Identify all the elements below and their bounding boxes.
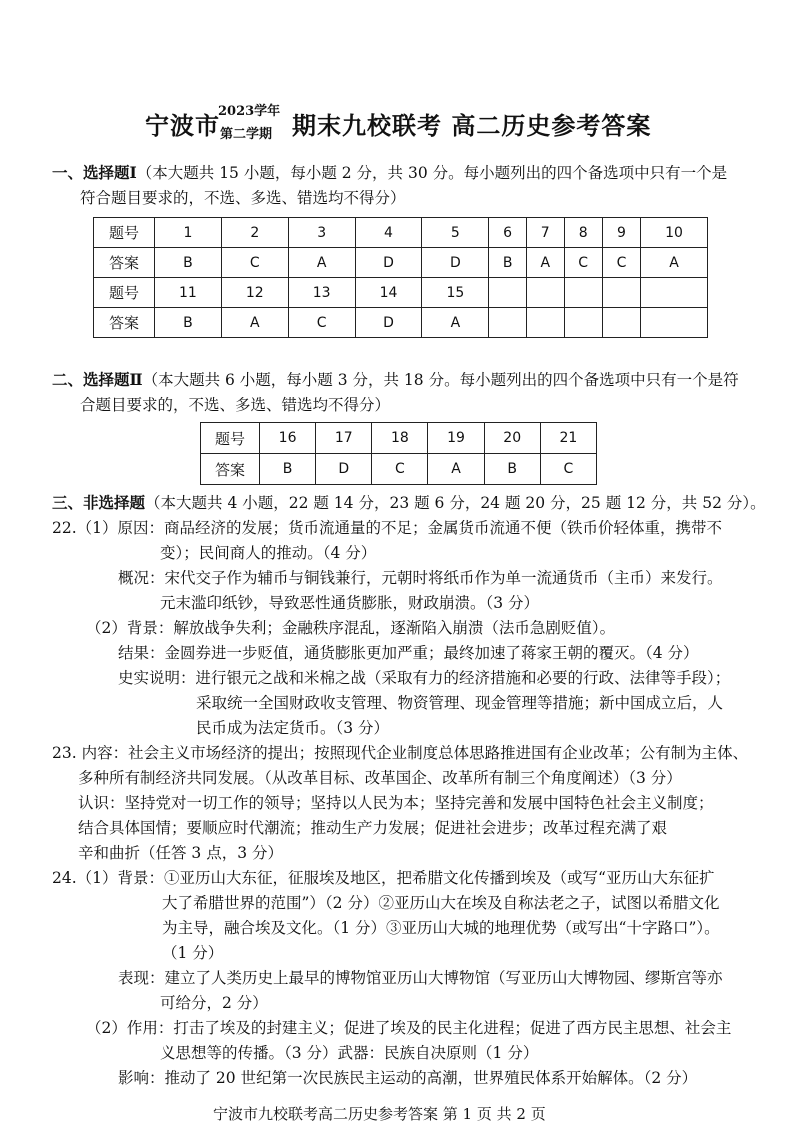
section2-desc-line2: 合题目要求的，不选、多选、错选均不得分）	[80, 396, 391, 414]
table-cell: 7	[526, 218, 564, 248]
table-cell: 11	[155, 278, 222, 308]
table-cell: A	[526, 248, 564, 278]
table-row	[94, 278, 708, 308]
table-cell: A	[288, 248, 355, 278]
table-cell	[641, 308, 708, 338]
q22-line: （2）背景：解放战争失利；金融秩序混乱，逐渐陷入崩溃（法币急剧贬值）。	[86, 619, 616, 637]
table-cell: C	[372, 454, 428, 485]
table-cell: 15	[422, 278, 489, 308]
table-cell	[564, 308, 602, 338]
table-cell: 14	[355, 278, 422, 308]
q24-line: 大了希腊世界的范围”）（2 分）②亚历山大在埃及自称法老之子，试图以希腊文化	[162, 894, 720, 912]
table-cell: 10	[641, 218, 708, 248]
table-cell	[602, 308, 640, 338]
page-footer: 宁波市九校联考高二历史参考答案 第 1 页 共 2 页	[213, 1105, 546, 1123]
q22-line: 变）；民间商人的推动。（4 分）	[160, 544, 377, 562]
q23-line: 认识：坚持党对一切工作的领导；坚持以人民为本；坚持完善和发展中国特色社会主义制度；	[78, 794, 714, 812]
table-cell: C	[288, 308, 355, 338]
row-label: 答案	[94, 308, 155, 338]
section1-answer-table	[93, 217, 708, 338]
q24-line: （2）作用：打击了埃及的封建主义；促进了埃及的民主化进程；促进了西方民主思想、社会主	[86, 1019, 732, 1037]
table-row	[94, 218, 708, 248]
table-cell: 5	[422, 218, 489, 248]
table-cell: A	[428, 454, 484, 485]
q24-line: 24.（1）背景：①亚历山大东征，征服埃及地区，把希腊文化传播到埃及（或写“亚历山大东征扩	[52, 869, 715, 887]
row-label: 题号	[201, 423, 260, 454]
section3-desc: （本大题共 4 小题，22 题 14 分，23 题 6 分，24 题 20 分，25 题 12 分，共 52 分）。	[145, 494, 766, 512]
q22-line: 史实说明：进行银元之战和米棉之战（采取有力的经济措施和必要的行政、法律等手段）；	[118, 669, 731, 687]
table-cell	[526, 278, 564, 308]
table-row	[201, 423, 597, 454]
table-cell: 13	[288, 278, 355, 308]
table-cell: 16	[260, 423, 316, 454]
table-cell	[526, 308, 564, 338]
table-cell: 3	[288, 218, 355, 248]
section1-intro	[52, 165, 727, 182]
q24-line: 为主导，融合埃及文化。（1 分）③亚历山大城的地理优势（或写出“十字路口”）。	[162, 919, 720, 937]
table-cell: 9	[602, 218, 640, 248]
row-label: 题号	[94, 218, 155, 248]
table-cell: 19	[428, 423, 484, 454]
q22-line: 22.（1）原因：商品经济的发展；货币流通量的不足；金属货币流通不便（铁币价轻体重，携带不	[52, 519, 723, 537]
table-cell: 2	[221, 218, 288, 248]
table-cell	[641, 278, 708, 308]
q24-line: 影响：推动了 20 世纪第一次民族民主运动的高潮，世界殖民体系开始解体。（2 分）	[118, 1069, 698, 1087]
row-label: 答案	[201, 454, 260, 485]
q24-line: 义思想等的传播。（3 分）武器：民族自决原则（1 分）	[160, 1044, 539, 1062]
q23-line: 多种所有制经济共同发展。（从改革目标、改革国企、改革所有制三个角度阐述）（3 分）	[78, 769, 682, 787]
table-cell: A	[641, 248, 708, 278]
table-cell	[602, 278, 640, 308]
q24-line: 可给分，2 分）	[160, 994, 268, 1012]
section2-desc-line1: （本大题共 6 小题，每小题 3 分，共 18 分。每小题列出的四个备选项中只有一个是符	[142, 371, 739, 389]
table-cell: 12	[221, 278, 288, 308]
title-school-year: 2023学年	[218, 104, 281, 119]
section3-heading: 三、非选择题	[52, 493, 146, 512]
q24-line: 表现：建立了人类历史上最早的博物馆亚历山大博物馆（写亚历山大博物园、缪斯宫等亦	[118, 969, 723, 987]
row-label: 答案	[94, 248, 155, 278]
title-city: 宁波市	[145, 111, 220, 140]
table-cell: 8	[564, 218, 602, 248]
section3-intro	[52, 495, 766, 512]
table-cell	[564, 278, 602, 308]
q22-line: 概况：宋代交子作为辅币与铜钱兼行，元朝时将纸币作为单一流通货币（主币）来发行。	[118, 569, 723, 587]
q22-line: 结果：金圆券进一步贬值，通货膨胀更加严重；最终加速了蒋家王朝的覆灭。（4 分）	[118, 644, 699, 662]
table-cell: 20	[484, 423, 540, 454]
page-title: 期末九校联考 高二历史参考答案	[292, 111, 652, 140]
table-cell: D	[355, 248, 422, 278]
table-cell: C	[221, 248, 288, 278]
table-cell: B	[484, 454, 540, 485]
section1-desc-line1: （本大题共 15 小题，每小题 2 分，共 30 分。每小题列出的四个备选项中只有一个是	[136, 164, 728, 182]
table-row	[94, 248, 708, 278]
q23-line: 结合具体国情；要顺应时代潮流；推动生产力发展；促进社会进步；改革过程充满了艰	[78, 819, 668, 837]
table-cell: B	[155, 248, 222, 278]
table-cell: 1	[155, 218, 222, 248]
section1-desc-line2: 符合题目要求的，不选、多选、错选均不得分）	[80, 189, 406, 207]
table-cell: 6	[489, 218, 527, 248]
table-cell: D	[355, 308, 422, 338]
table-cell: D	[316, 454, 372, 485]
section2-intro	[52, 372, 739, 389]
table-cell: 4	[355, 218, 422, 248]
q22-line: 元末滥印纸钞，导致恶性通货膨胀，财政崩溃。（3 分）	[160, 594, 540, 612]
table-cell: B	[260, 454, 316, 485]
table-row	[201, 454, 597, 485]
q23-line: 23. 内容：社会主义市场经济的提出；按照现代企业制度总体思路推进国有企业改革；公有制为主体、	[52, 744, 749, 762]
q24-line: （1 分）	[162, 944, 224, 962]
table-cell: D	[422, 248, 489, 278]
table-cell: 18	[372, 423, 428, 454]
table-cell: C	[540, 454, 596, 485]
section2-answer-table	[200, 422, 597, 485]
q22-line: 民币成为法定货币。（3 分）	[196, 719, 390, 737]
table-cell: 21	[540, 423, 596, 454]
row-label: 题号	[94, 278, 155, 308]
table-cell: B	[155, 308, 222, 338]
title-term: 第二学期	[220, 127, 273, 142]
table-cell: B	[489, 248, 527, 278]
section2-heading: 二、选择题Ⅱ	[52, 370, 143, 389]
q22-line: 采取统一全国财政收支管理、物资管理、现金管理等措施；新中国成立后，人	[196, 694, 724, 712]
table-cell: 17	[316, 423, 372, 454]
section1-heading: 一、选择题Ⅰ	[52, 163, 137, 182]
table-cell: C	[602, 248, 640, 278]
table-cell	[489, 308, 527, 338]
table-cell	[489, 278, 527, 308]
q23-line: 辛和曲折（任答 3 点，3 分）	[78, 844, 284, 862]
table-row	[94, 308, 708, 338]
table-cell: A	[422, 308, 489, 338]
table-cell: A	[221, 308, 288, 338]
table-cell: C	[564, 248, 602, 278]
